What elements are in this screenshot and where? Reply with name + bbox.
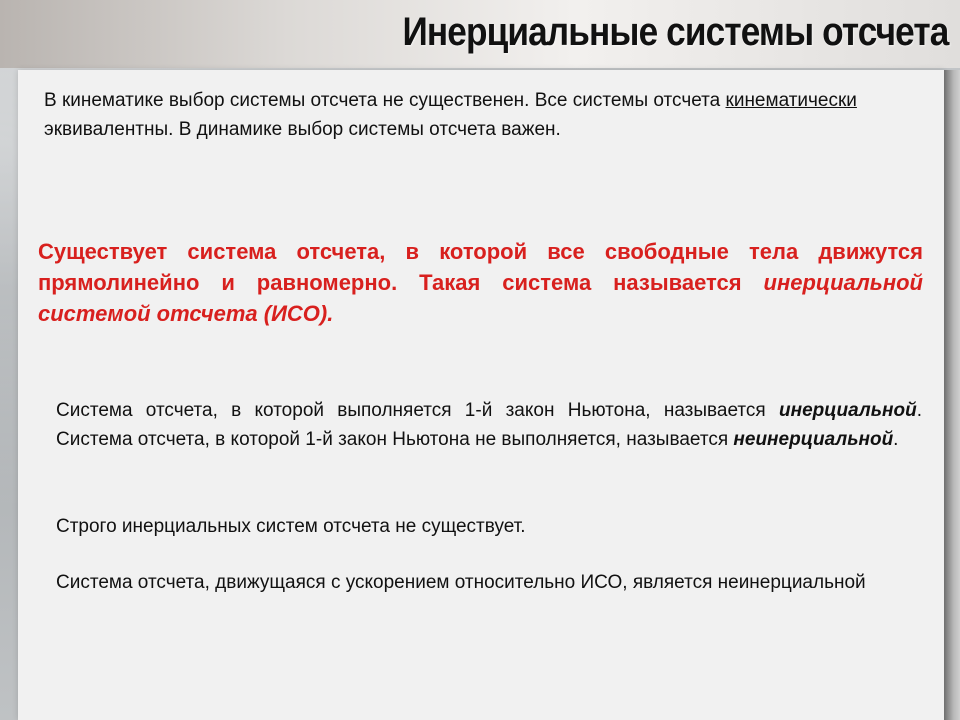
paragraph-definition-term: инерциальной системой отсчета (ИСО). <box>38 270 923 326</box>
paragraph-kinematics <box>44 86 924 144</box>
paragraph-newton-text-2: . Система отсчета, в которой 1-й закон Ньютона не выполняется, называется <box>56 400 922 450</box>
paragraph-definition <box>38 236 923 329</box>
underlined-term: кинематически <box>725 90 857 111</box>
paragraph-definition-text: Существует система отсчета, в которой все свободные тела движутся прямолинейно и равномерно. Такая система называется <box>38 239 923 295</box>
paragraph-accelerated: Система отсчета, движущаяся с ускорением относительно ИСО, является неинерциальной <box>56 572 866 593</box>
paragraph-strict: Строго инерциальных систем отсчета не существует. <box>56 516 526 537</box>
term-noninertial: неинерциальной <box>733 429 894 450</box>
paragraph-newton-text-1: Система отсчета, в которой выполняется 1-й закон Ньютона, называется <box>56 400 779 421</box>
paragraph-kinematics-text-1: В кинематике выбор системы отсчета не существенен. Все системы отсчета <box>44 90 726 111</box>
term-inertial: инерциальной <box>778 400 917 421</box>
paragraph-newton-law <box>56 396 922 454</box>
content-panel <box>18 70 944 720</box>
paragraph-kinematics-text-2: эквивалентны. В динамике выбор системы отсчета важен. <box>44 119 561 140</box>
paragraph-newton-text-3: . <box>893 429 899 450</box>
right-edge-strip <box>944 70 960 720</box>
slide-title: Инерциальные системы отсчета <box>402 10 948 54</box>
